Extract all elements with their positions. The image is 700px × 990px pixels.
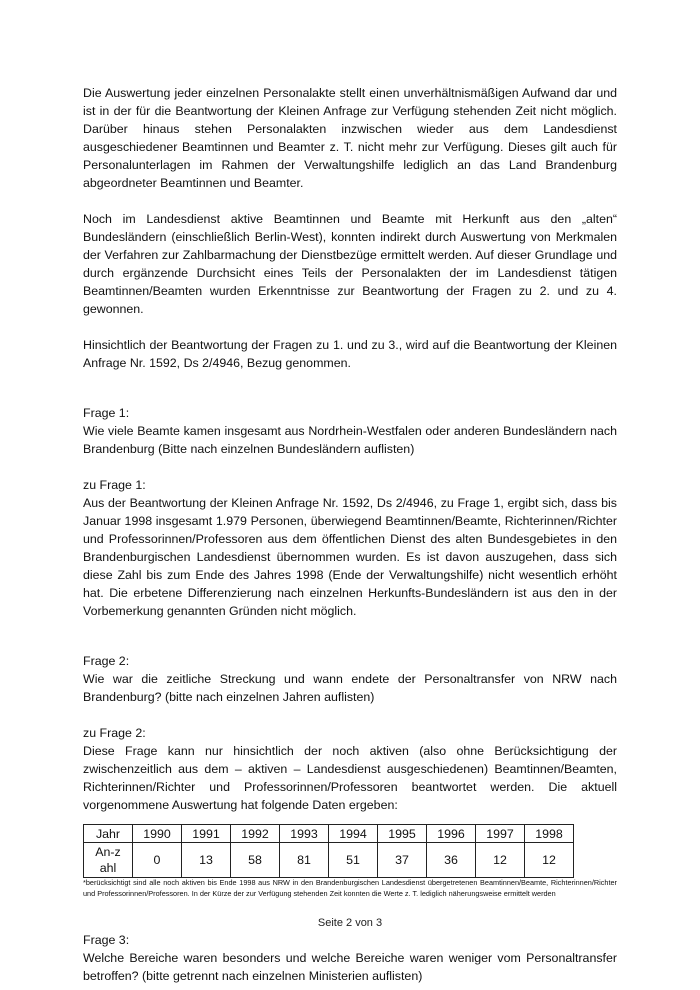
page-number: Seite 2 von 3 [317,917,383,929]
table-row-counts [84,843,574,878]
table-cell-year: 1991 [182,825,231,843]
table-cell-count: 58 [231,843,280,878]
table-cell-year: 1995 [378,825,427,843]
question-1-label: Frage 1: [83,406,130,420]
intro-paragraph-2: Noch im Landesdienst aktive Beamtinnen und Beamte mit Herkunft aus den „alten“ Bundesländern (einschließlich Berlin-West), konnten indirekt durch Auswertung von Merkmalen der Verfahren zur Zahlbarmachung der Dienstbezüge ermittelt werden. Auf dieser Grundlage und durch ergänzende Durchsicht eines Teils der Personalakten der im Landesdienst tätigen Beamtinnen/Beamten wurden Erkenntnisse zur Beantwortung der Fragen zu 2. und zu 4. gewonnen. [83,212,617,316]
table-row-years [84,825,574,843]
answer-2-text: Diese Frage kann nur hinsichtlich der noch aktiven (also ohne Berücksichtigung der zwischenzeitlich aus dem – aktiven – Landesdienst ausgeschiedenen) Beamtinnen/Beamten, Richterinnen/Richter und Professorinnen/Professoren beantwortet werden. Die aktuell vorgenommene Auswertung hat folgende Daten ergeben: [83,744,617,812]
table-cell-count: 12 [525,843,574,878]
table-footnote: *berücksichtigt sind alle noch aktiven bis Ende 1998 aus NRW in den Brandenburgischen Landesdienst übergetretenen Beamtinnen/Beamte, Richterinnen/Richter und Professorinnen/Professoren. In der Kürze der zur Verfügung stehenden Zeit konnten die Werte z. T. lediglich näherungsweise ermittelt werden [83,878,617,898]
table-header-year: Jahr [84,825,133,843]
table-cell-count: 51 [329,843,378,878]
table-cell-count: 12 [476,843,525,878]
document-page [83,84,617,985]
table-header-count [84,843,133,878]
table-cell-count: 0 [133,843,182,878]
answer-2-label: zu Frage 2: [83,726,146,740]
transfer-table [83,824,574,878]
table-cell-count: 13 [182,843,231,878]
table-cell-count: 36 [427,843,476,878]
table-cell-year: 1992 [231,825,280,843]
question-3-text: Welche Bereiche waren besonders und welche Bereiche waren weniger vom Personaltransfer betroffen? (bitte getrennt nach einzelnen Ministerien auflisten) [83,951,617,983]
table-cell-year: 1994 [329,825,378,843]
table-cell-year: 1998 [525,825,574,843]
table-cell-year: 1990 [133,825,182,843]
table-header-count-text: An-zahl [95,845,121,875]
answer-1-label: zu Frage 1: [83,478,146,492]
question-1-text: Wie viele Beamte kamen insgesamt aus Nordrhein-Westfalen oder anderen Bundesländern nach Brandenburg (Bitte nach einzelnen Bundesländern auflisten) [83,424,617,456]
answer-1-text: Aus der Beantwortung der Kleinen Anfrage Nr. 1592, Ds 2/4946, zu Frage 1, ergibt sich, dass bis Januar 1998 insgesamt 1.979 Personen, überwiegend Beamtinnen/Beamte, Richterinnen/Richter und Professorinnen/Professoren aus dem öffentlichen Dienst des alten Bundesgebietes in den Brandenburgischen Landesdienst übernommen wurden. Es ist davon auszugehen, dass sich diese Zahl bis zum Ende des Jahres 1998 (Ende der Verwaltungshilfe) nicht wesentlich erhöht hat. Die erbetene Differenzierung nach einzelnen Herkunfts-Bundesländern ist aus den in der Vorbemerkung genannten Gründen nicht möglich. [83,496,617,618]
table-cell-year: 1993 [280,825,329,843]
table-cell-year: 1997 [476,825,525,843]
question-2-label: Frage 2: [83,654,130,668]
table-cell-count: 81 [280,843,329,878]
question-3-label: Frage 3: [83,933,130,947]
table-cell-year: 1996 [427,825,476,843]
table-cell-count: 37 [378,843,427,878]
intro-paragraph-3: Hinsichtlich der Beantwortung der Fragen zu 1. und zu 3., wird auf die Beantwortung der Kleinen Anfrage Nr. 1592, Ds 2/4946, Bezug genommen. [83,338,617,370]
question-2-text: Wie war die zeitliche Streckung und wann endete der Personaltransfer von NRW nach Brandenburg? (bitte nach einzelnen Jahren auflisten) [83,672,617,704]
intro-paragraph-1: Die Auswertung jeder einzelnen Personalakte stellt einen unverhältnismäßigen Aufwand dar und ist in der für die Beantwortung der Kleinen Anfrage zur Verfügung stehenden Zeit nicht möglich. Darüber hinaus stehen Personalakten inzwischen wieder aus dem Landesdienst ausgeschiedener Beamtinnen und Beamter z. T. nicht mehr zur Verfügung. Dieses gilt auch für Personalunterlagen im Rahmen der Verwaltungshilfe lediglich an das Land Brandenburg abgeordneter Beamtinnen und Beamter. [83,86,617,190]
